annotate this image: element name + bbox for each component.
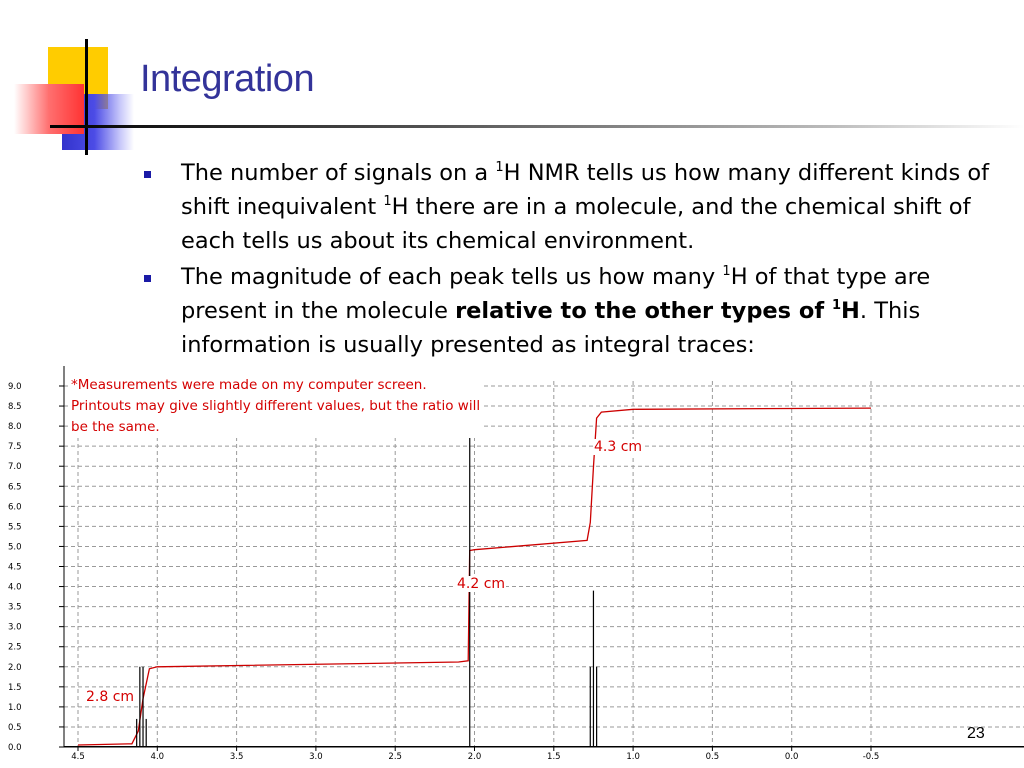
x-tick-label: 2.0 <box>467 752 482 762</box>
y-tick-label: 3.5 <box>8 602 22 613</box>
x-tick-label: 3.0 <box>309 752 323 762</box>
bullet-text <box>181 160 989 254</box>
slide-title: Integration <box>140 58 315 100</box>
superscript: 1 <box>495 160 504 175</box>
y-tick-label: 1.0 <box>8 702 22 713</box>
page-number: 23 <box>967 725 985 742</box>
bullet-run: H there are in a molecule, and the chemical shift of each tells us about its chemical environment. <box>181 194 971 254</box>
x-tick-label: 3.5 <box>229 752 244 762</box>
y-tick-label: 4.5 <box>8 562 22 573</box>
y-tick-label: 5.0 <box>8 542 22 553</box>
bullet-run: H of that type are present in the molecule <box>181 264 931 324</box>
x-tick-label: 0.5 <box>705 752 720 762</box>
y-tick-label: 9.0 <box>8 382 22 392</box>
measurement-note: *Measurements were made on my computer screen. Printouts may give slightly different values, but the ratio will be the same. <box>71 375 481 438</box>
x-tick-label: 1.5 <box>547 752 561 762</box>
bullet-run: The number of signals on a <box>181 160 496 186</box>
x-tick-label: 2.5 <box>388 752 402 762</box>
decor-vertical-line <box>85 39 88 155</box>
y-tick-label: 2.0 <box>8 662 22 673</box>
bullet-list <box>140 156 1000 364</box>
bullet-marker-icon <box>144 275 151 282</box>
bullet-marker-icon <box>144 171 151 178</box>
x-tick-label: 0.0 <box>784 752 799 762</box>
y-tick-label: 7.5 <box>8 442 22 453</box>
spectrum-peaks <box>64 390 1024 747</box>
y-tick-label: 8.5 <box>8 402 22 413</box>
x-tick-label: 4.0 <box>150 752 165 762</box>
measurement-label-2-8cm: 2.8 cm <box>86 689 135 705</box>
y-tick-label: 0.5 <box>8 722 22 733</box>
y-tick-label: 1.5 <box>8 682 22 693</box>
y-tick-label: 0.0 <box>8 743 22 753</box>
x-tick-label: 1.0 <box>626 752 640 762</box>
y-tick-label: 7.0 <box>8 462 22 473</box>
bullet-run: H NMR tells us how many different kinds of shift inequivalent <box>181 160 990 220</box>
superscript: 1 <box>383 194 392 209</box>
y-tick-label: 5.5 <box>8 522 22 533</box>
y-tick-label: 6.5 <box>8 482 22 493</box>
bullet-run: . This information is usually presented as integral traces: <box>181 298 921 358</box>
bullet-item <box>140 156 1000 258</box>
bullet-item <box>140 260 1000 362</box>
y-tick-label: 2.5 <box>8 642 22 653</box>
y-tick-label: 6.0 <box>8 502 22 513</box>
bullet-run: relative to the other types of <box>455 298 832 324</box>
x-tick-label: -0.5 <box>862 752 880 762</box>
superscript: 1 <box>832 298 842 313</box>
y-tick-label: 4.0 <box>8 582 22 593</box>
x-tick-labels <box>71 752 879 762</box>
y-tick-label: 3.0 <box>8 622 22 633</box>
x-tick-label: 4.5 <box>71 752 85 762</box>
y-tick-labels <box>8 382 22 753</box>
superscript: 1 <box>722 264 731 279</box>
measurement-label-4-3cm: 4.3 cm <box>594 439 643 455</box>
bullet-run: The magnitude of each peak tells us how many <box>181 264 723 290</box>
y-tick-label: 8.0 <box>8 422 22 433</box>
bullet-run: H <box>841 298 860 324</box>
bullet-text <box>181 264 930 358</box>
title-underline <box>50 125 1024 128</box>
measurement-label-4-2cm: 4.2 cm <box>457 576 506 592</box>
